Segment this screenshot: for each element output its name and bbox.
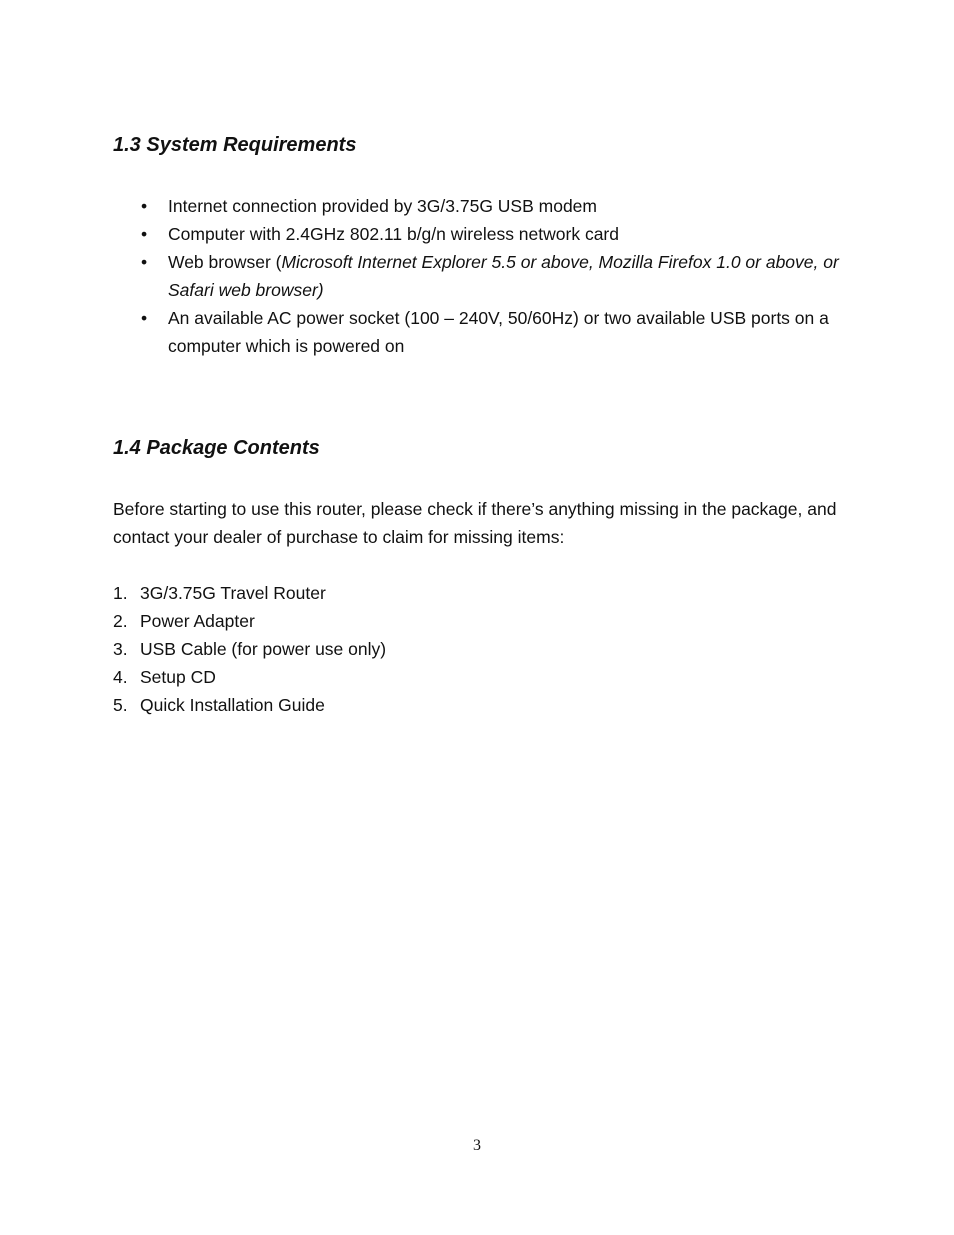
- list-item: [113, 304, 853, 360]
- section-system-requirements: [113, 133, 853, 157]
- list-item-number: 1.: [113, 583, 128, 603]
- list-item-number: 4.: [113, 667, 128, 687]
- list-item: [113, 579, 853, 607]
- list-item-text: Web browser (: [168, 252, 282, 272]
- list-item-number: 2.: [113, 611, 128, 631]
- list-item-text: Power Adapter: [140, 611, 255, 631]
- section-title-package-contents: 1.4 Package Contents: [113, 437, 320, 459]
- package-contents-list: [113, 579, 853, 719]
- section-package-contents: [113, 436, 853, 460]
- list-item: [113, 691, 853, 719]
- list-item: [113, 220, 853, 248]
- list-item-text: Setup CD: [140, 667, 216, 687]
- list-item-text: 3G/3.75G Travel Router: [140, 583, 326, 603]
- bullet-icon: •: [141, 308, 148, 328]
- list-item-text: An available AC power socket (100 – 240V, 50/60Hz) or two available USB ports on a computer which is powered on: [168, 308, 829, 356]
- list-item: [113, 635, 853, 663]
- list-item-text: Internet connection provided by 3G/3.75G USB modem: [168, 196, 597, 216]
- list-item-text: Computer with 2.4GHz 802.11 b/g/n wireless network card: [168, 224, 619, 244]
- list-item: [113, 248, 853, 304]
- system-requirements-list: [113, 192, 853, 360]
- package-contents-intro: Before starting to use this router, please check if there’s anything missing in the package, and contact your dealer of purchase to claim for missing items:: [113, 499, 837, 547]
- list-item-italic-text: Microsoft Internet Explorer 5.5 or above, Mozilla Firefox 1.0 or above, or Safari web browser): [168, 252, 839, 300]
- bullet-icon: •: [141, 196, 148, 216]
- list-item-number: 5.: [113, 695, 128, 715]
- section-title-system-requirements: 1.3 System Requirements: [113, 134, 357, 156]
- page-number: 3: [473, 1137, 481, 1154]
- bullet-icon: •: [141, 252, 148, 272]
- bullet-icon: •: [141, 224, 148, 244]
- list-item-text: Quick Installation Guide: [140, 695, 325, 715]
- list-item: [113, 192, 853, 220]
- list-item-text: USB Cable (for power use only): [140, 639, 387, 659]
- list-item: [113, 607, 853, 635]
- list-item: [113, 663, 853, 691]
- list-item-number: 3.: [113, 639, 128, 659]
